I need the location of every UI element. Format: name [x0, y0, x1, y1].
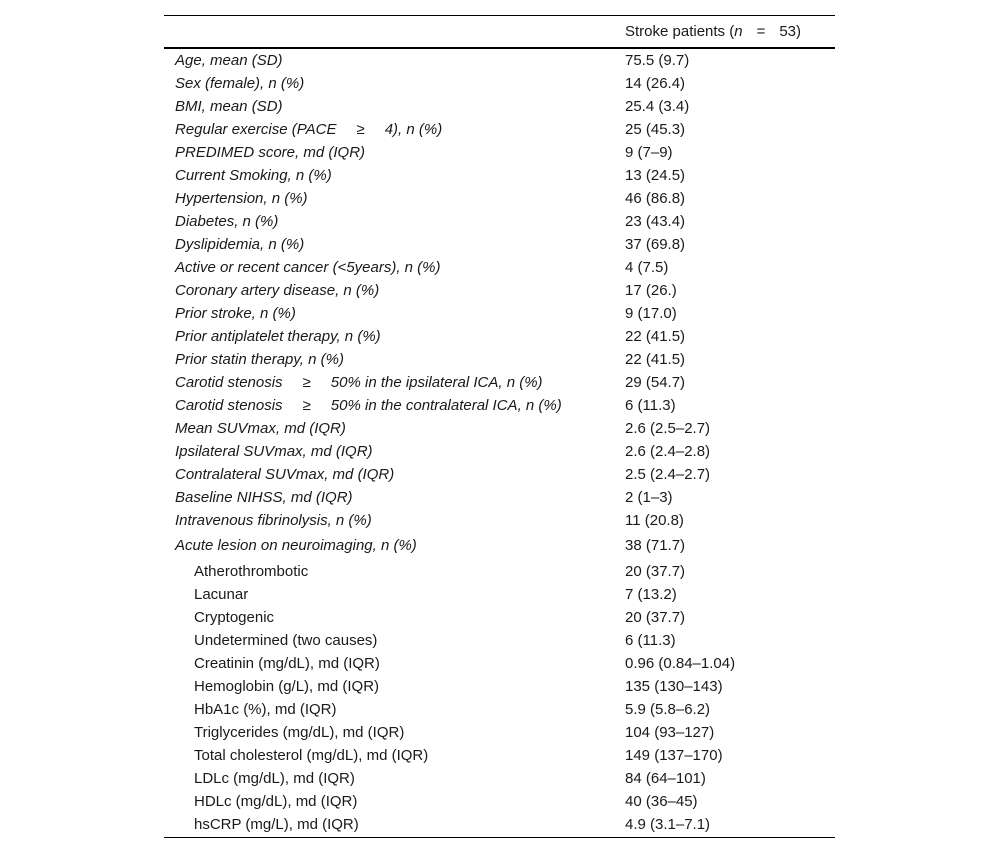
table-row-age: [164, 48, 835, 72]
table-row-hypertension: [164, 187, 835, 210]
table-row-dyslipidemia: [164, 233, 835, 256]
row-label: Contralateral SUVmax, md (IQR): [175, 466, 395, 483]
table-row-total-cholesterol: [164, 744, 835, 767]
table-row-creatinin: [164, 652, 835, 675]
row-value: 4 (7.5): [625, 259, 669, 276]
header-col2-n: n: [734, 23, 743, 40]
row-value: 22 (41.5): [625, 351, 686, 368]
row-label: [164, 394, 614, 417]
row-label: Triglycerides (mg/dL), md (IQR): [194, 724, 405, 741]
row-label-head: Carotid stenosis: [175, 397, 283, 414]
baseline-characteristics-table-container: [164, 15, 835, 838]
row-value: 14 (26.4): [625, 75, 686, 92]
row-label-operator: ≥: [302, 397, 311, 414]
row-value: 9 (17.0): [625, 305, 677, 322]
table-row-triglycerides: [164, 721, 835, 744]
table-row-nihss: [164, 486, 835, 509]
row-value: 20 (37.7): [625, 609, 686, 626]
row-label: Prior statin therapy, n (%): [175, 351, 344, 368]
row-value: 17 (26.): [625, 282, 677, 299]
row-label: Undetermined (two causes): [194, 632, 378, 649]
row-label: PREDIMED score, md (IQR): [175, 144, 366, 161]
row-label-tail: 50% in the ipsilateral ICA, n (%): [330, 374, 543, 391]
table-row-prior-stroke: [164, 302, 835, 325]
row-label: HDLc (mg/dL), md (IQR): [194, 793, 358, 810]
row-label: Diabetes, n (%): [175, 213, 279, 230]
row-label: hsCRP (mg/L), md (IQR): [194, 816, 359, 833]
table-row-acute-lesion: [164, 532, 835, 560]
table-row-ldlc: [164, 767, 835, 790]
row-value: 38 (71.7): [625, 537, 686, 554]
table-row-hdlc: [164, 790, 835, 813]
header-stroke-patients-column: [614, 16, 835, 49]
row-label: Sex (female), n (%): [175, 75, 305, 92]
row-label: Prior stroke, n (%): [175, 305, 296, 322]
row-label: Current Smoking, n (%): [175, 167, 332, 184]
row-value: 0.96 (0.84–1.04): [625, 655, 736, 672]
table-row-hba1c: [164, 698, 835, 721]
row-value: 9 (7–9): [625, 144, 673, 161]
table-row-cryptogenic: [164, 606, 835, 629]
row-value: 29 (54.7): [625, 374, 686, 391]
table-row-contralateral-suvmax: [164, 463, 835, 486]
row-value: 40 (36–45): [625, 793, 698, 810]
table-header-row: [164, 16, 835, 49]
row-value: 75.5 (9.7): [625, 52, 690, 69]
table-row-mean-suvmax: [164, 417, 835, 440]
row-label-tail: 4), n (%): [384, 121, 443, 138]
row-label: BMI, mean (SD): [175, 98, 283, 115]
row-value: 11 (20.8): [625, 512, 684, 529]
row-value: 2.6 (2.4–2.8): [625, 443, 711, 460]
row-value: 5.9 (5.8–6.2): [625, 701, 711, 718]
row-label: Active or recent cancer (<5years), n (%): [175, 259, 441, 276]
row-value: 6 (11.3): [625, 632, 676, 649]
table-row-antiplatelet: [164, 325, 835, 348]
header-col2-eq: =: [756, 23, 766, 40]
row-value: 2.5 (2.4–2.7): [625, 466, 711, 483]
row-label-operator: ≥: [356, 121, 365, 138]
table-row-predimed: [164, 141, 835, 164]
row-label-head: Regular exercise (PACE: [175, 121, 337, 138]
table-row-stenosis-contralateral: [164, 394, 835, 417]
table-row-ipsilateral-suvmax: [164, 440, 835, 463]
row-value: 37 (69.8): [625, 236, 686, 253]
row-value: 135 (130–143): [625, 678, 723, 695]
row-label: Atherothrombotic: [194, 563, 309, 580]
row-value: 13 (24.5): [625, 167, 686, 184]
row-label: Creatinin (mg/dL), md (IQR): [194, 655, 380, 672]
row-label: Coronary artery disease, n (%): [175, 282, 380, 299]
row-label: LDLc (mg/dL), md (IQR): [194, 770, 355, 787]
table-row-diabetes: [164, 210, 835, 233]
header-col2-value: 53): [779, 23, 802, 40]
table-row-hemoglobin: [164, 675, 835, 698]
table-row-hscrp: [164, 813, 835, 838]
row-label: Baseline NIHSS, md (IQR): [175, 489, 353, 506]
row-value: 46 (86.8): [625, 190, 686, 207]
row-label: Lacunar: [194, 586, 249, 603]
row-label: Hemoglobin (g/L), md (IQR): [194, 678, 380, 695]
row-value: 104 (93–127): [625, 724, 715, 741]
row-label: Total cholesterol (mg/dL), md (IQR): [194, 747, 429, 764]
row-value: 25.4 (3.4): [625, 98, 690, 115]
table-row-undetermined: [164, 629, 835, 652]
row-label: Mean SUVmax, md (IQR): [175, 420, 346, 437]
row-label: Dyslipidemia, n (%): [175, 236, 305, 253]
table-row-bmi: [164, 95, 835, 118]
row-value: 4.9 (3.1–7.1): [625, 816, 711, 833]
table-row-cancer: [164, 256, 835, 279]
header-variable-column: [164, 16, 614, 49]
table-row-lacunar: [164, 583, 835, 606]
row-value: 2 (1–3): [625, 489, 673, 506]
row-value: 149 (137–170): [625, 747, 723, 764]
table-row-sex: [164, 72, 835, 95]
baseline-characteristics-table: [164, 15, 835, 838]
row-label: Ipsilateral SUVmax, md (IQR): [175, 443, 373, 460]
row-value: 84 (64–101): [625, 770, 706, 787]
row-label: Prior antiplatelet therapy, n (%): [175, 328, 381, 345]
row-label: HbA1c (%), md (IQR): [194, 701, 337, 718]
row-value: 20 (37.7): [625, 563, 686, 580]
table-row-fibrinolysis: [164, 509, 835, 532]
row-label: [164, 118, 614, 141]
row-value: 22 (41.5): [625, 328, 686, 345]
row-value: 25 (45.3): [625, 121, 686, 138]
row-value: 2.6 (2.5–2.7): [625, 420, 711, 437]
row-label: Hypertension, n (%): [175, 190, 308, 207]
table-row-smoking: [164, 164, 835, 187]
table-row-regular-exercise: [164, 118, 835, 141]
header-col2-prefix: Stroke patients (: [625, 23, 735, 40]
row-label-head: Carotid stenosis: [175, 374, 283, 391]
table-row-atherothrombotic: [164, 560, 835, 583]
table-row-statin: [164, 348, 835, 371]
row-label-tail: 50% in the contralateral ICA, n (%): [330, 397, 562, 414]
row-label: Cryptogenic: [194, 609, 275, 626]
row-value: 23 (43.4): [625, 213, 686, 230]
table-row-stenosis-ipsilateral: [164, 371, 835, 394]
row-label: Intravenous fibrinolysis, n (%): [175, 512, 372, 529]
row-label: [164, 371, 614, 394]
row-value: 6 (11.3): [625, 397, 676, 414]
row-label: Age, mean (SD): [175, 52, 283, 69]
row-label: Acute lesion on neuroimaging, n (%): [175, 537, 417, 554]
row-value: 7 (13.2): [625, 586, 677, 603]
table-row-coronary: [164, 279, 835, 302]
row-label-operator: ≥: [302, 374, 311, 391]
